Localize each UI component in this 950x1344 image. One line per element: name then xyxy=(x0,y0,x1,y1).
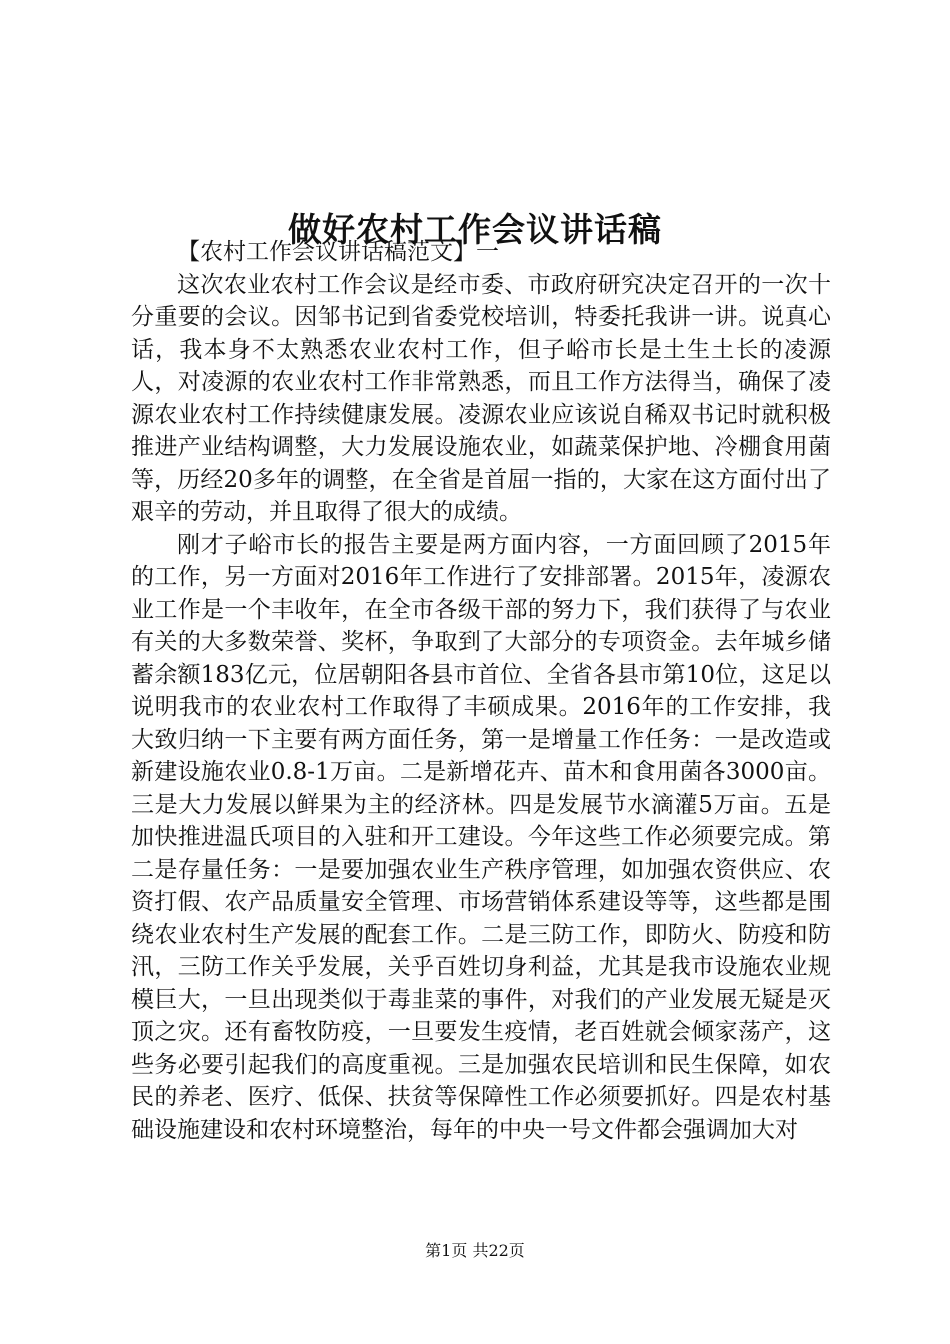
section-heading: 【农村工作会议讲话稿范文】一 xyxy=(177,239,499,265)
document-body xyxy=(131,236,831,1146)
paragraph-1: 这次农业农村工作会议是经市委、市政府研究决定召开的一次十分重要的会议。因邹书记到省委党校培训，特委托我讲一讲。说真心话，我本身不太熟悉农业农村工作，但子峪市长是土生土长的凌源人，对凌源的农业农村工作非常熟悉，而且工作方法得当，确保了凌源农业农村工作持续健康发展。凌源农业应该说自稀双书记时就积极推进产业结构调整，大力发展设施农业，如蔬菜保护地、冷棚食用菌等，历经20多年的调整，在全省是首屈一指的，大家在这方面付出了艰辛的劳动，并且取得了很大的成绩。 xyxy=(131,271,831,525)
document-title: 做好农村工作会议讲话稿 xyxy=(288,210,662,250)
paragraph-2: 刚才子峪市长的报告主要是两方面内容，一方面回顾了2015年的工作，另一方面对2016年工作进行了安排部署。2015年，凌源农业工作是一个丰收年，在全市各级干部的努力下，我们获得了与农业有关的大多数荣誉、奖杯，争取到了大部分的专项资金。去年城乡储蓄余额183亿元，位居朝阳各县市首位、全省各县市第10位，这足以说明我市的农业农村工作取得了丰硕成果。2016年的工作安排，我大致归纳一下主要有两方面任务，第一是增量工作任务：一是改造或新建设施农业0.8-1万亩。二是新增花卉、苗木和食用菌各3000亩。三是大力发展以鲜果为主的经济林。四是发展节水滴灌5万亩。五是加快推进温氏项目的入驻和开工建设。今年这些工作必须要完成。第二是存量任务：一是要加强农业生产秩序管理，如加强农资供应、农资打假、农产品质量安全管理、市场营销体系建设等等，这些都是围绕农业农村生产发展的配套工作。二是三防工作，即防火、防疫和防汛，三防工作关乎发展，关乎百姓切身利益，尤其是我市设施农业规模巨大，一旦出现类似于毒韭菜的事件，对我们的产业发展无疑是灭顶之灾。还有畜牧防疫，一旦要发生疫情，老百姓就会倾家荡产，这些务必要引起我们的高度重视。三是加强农民培训和民生保障，如农民的养老、医疗、低保、扶贫等保障性工作必须要抓好。四是农村基础设施建设和农村环境整治，每年的中央一号文件都会强调加大对 xyxy=(131,531,831,1143)
page-footer: 第1页 共22页 xyxy=(425,1241,525,1260)
